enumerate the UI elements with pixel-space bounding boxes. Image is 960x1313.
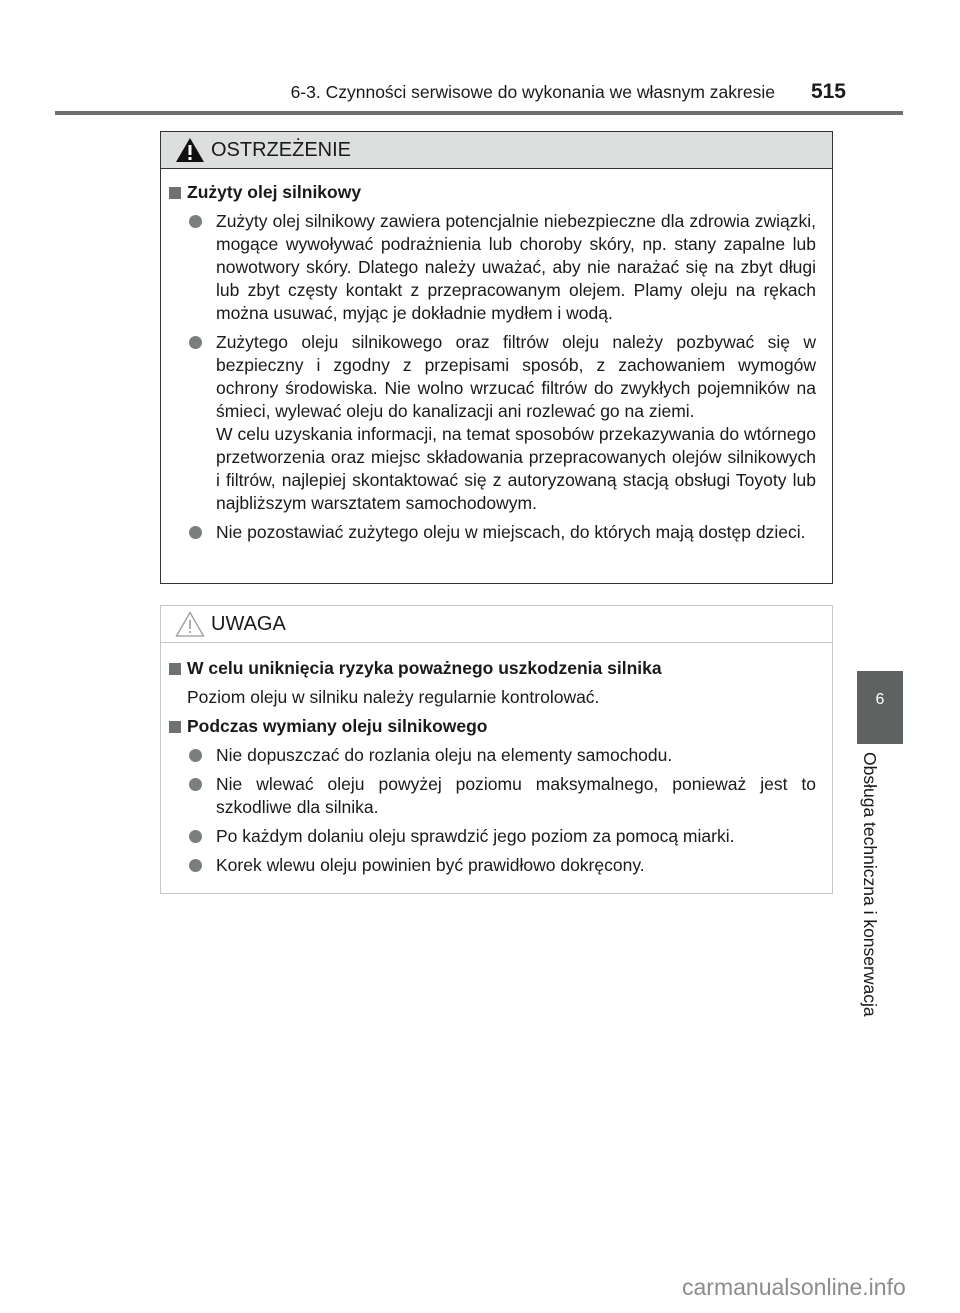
bullet-icon [189, 778, 202, 791]
bullet-icon [189, 526, 202, 539]
list-item: W celu uzyskania informacji, na temat sposobów przekazywania do wtórnego przetworzenia oraz miejsc składowania przepracowanych olejów silnikowych i filtrów, najlepiej skontaktować się z autoryzowaną stacją obsługi Toyoty lub najbliższym warsztatem samochodowym. [216, 424, 816, 513]
caution-heading: Podczas wymiany oleju silnikowego [169, 715, 816, 738]
bullet-icon [189, 336, 202, 349]
square-bullet-icon [169, 663, 181, 675]
list-item: Nie wlewać oleju powyżej poziomu maksymalnego, ponieważ jest to szkodliwe dla silnika. [169, 773, 816, 819]
page-header [250, 80, 846, 104]
square-bullet-icon [169, 721, 181, 733]
caution-header [161, 606, 832, 643]
square-bullet-icon [169, 187, 181, 199]
bullet-icon [189, 859, 202, 872]
bullet-icon [189, 215, 202, 228]
warning-box [160, 131, 833, 584]
warning-title: OSTRZEŻENIE [211, 138, 352, 161]
list-item: Nie pozostawiać zużytego oleju w miejscach, do których mają dostęp dzieci. [169, 521, 816, 544]
warning-heading: Zużyty olej silnikowy [169, 181, 816, 204]
list-item: Korek wlewu oleju powinien być prawidłowo dokręcony. [169, 854, 816, 877]
warning-triangle-icon [175, 137, 205, 163]
chapter-label: Obsługa techniczna i konserwacja [860, 752, 880, 1017]
chapter-tab: 6 [857, 671, 903, 744]
caution-triangle-icon [175, 611, 205, 637]
header-rule [55, 111, 903, 115]
warning-header [161, 132, 832, 169]
caution-text: Poziom oleju w silniku należy regularnie kontrolować. [187, 687, 600, 707]
section-title: 6-3. Czynności serwisowe do wykonania we własnym zakresie [290, 82, 775, 102]
list-item: Zużytego oleju silnikowego oraz filtrów oleju należy pozbywać się w bezpieczny i zgodny z przepisami sposób, z zachowaniem wymogów ochrony środowiska. Nie wolno wrzucać filtrów do zwykłych pojemników na śmieci, wylewać oleju do kanalizacji ani rozlewać go na ziemi. [169, 331, 816, 423]
list-item: Po każdym dolaniu oleju sprawdzić jego poziom za pomocą miarki. [169, 825, 816, 848]
watermark: carmanualsonline.info [682, 1274, 906, 1300]
caution-title: UWAGA [211, 612, 286, 635]
list-item: Zużyty olej silnikowy zawiera potencjalnie niebezpieczne dla zdrowia związki, mogące wywoływać podrażnienia lub choroby skóry, np. stany zapalne lub nowotwory skóry. Dlatego należy uważać, aby nie narażać się na zbyt długi lub zbyt częsty kontakt z przepracowanym olejem. Plamy oleju na rękach można usuwać, myjąc je dokładnie mydłem i wodą. [169, 210, 816, 325]
bullet-icon [189, 830, 202, 843]
bullet-icon [189, 749, 202, 762]
list-item: Nie dopuszczać do rozlania oleju na elementy samochodu. [169, 744, 816, 767]
caution-heading: W celu uniknięcia ryzyka poważnego uszkodzenia silnika [169, 657, 816, 680]
caution-box [160, 605, 833, 894]
page-number: 515 [810, 80, 846, 103]
